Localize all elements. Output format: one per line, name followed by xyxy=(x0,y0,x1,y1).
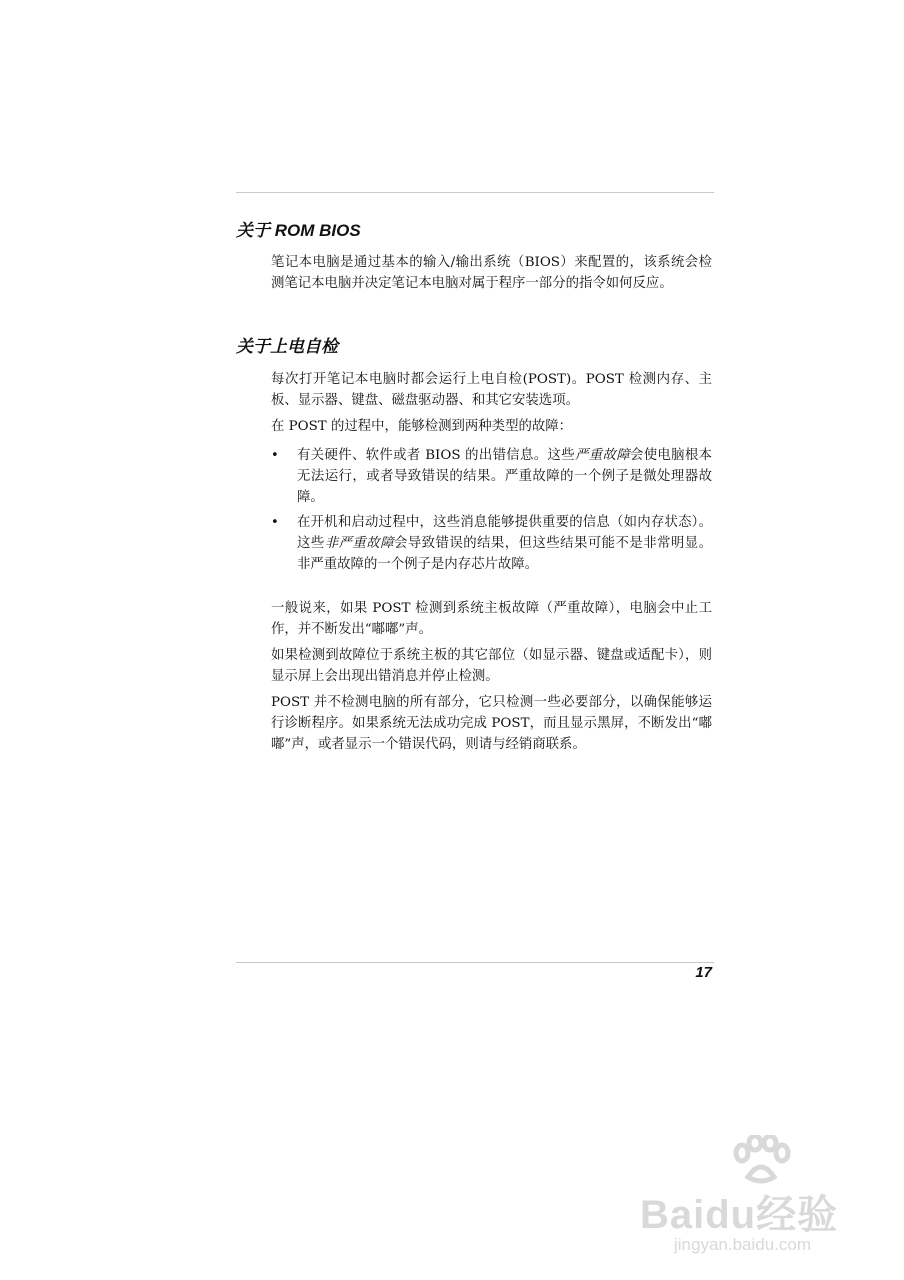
bullet-emphasis: 严重故障 xyxy=(575,448,630,463)
fault-list-item-2 xyxy=(271,512,712,575)
list-item xyxy=(271,445,712,508)
bullet-icon: • xyxy=(271,515,279,530)
top-divider xyxy=(236,192,714,193)
list-item xyxy=(271,512,712,575)
section-heading-post: 关于上电自检 xyxy=(236,337,338,356)
page-number: 17 xyxy=(695,964,712,981)
post-intro-paragraph: 每次打开笔记本电脑时都会运行上电自检(POST)。POST 检测内存、主板、显示器、键盘、磁盘驱动器、和其它安装选项。 xyxy=(271,372,712,408)
bullet-icon: • xyxy=(271,448,279,463)
bottom-divider xyxy=(236,962,714,963)
post-fault-types-paragraph: 在 POST 的过程中，能够检测到两种类型的故障： xyxy=(271,419,573,434)
post-serious-fault-paragraph: 一般说来，如果 POST 检测到系统主板故障（严重故障），电脑会中止工作，并不断发出“嘟嘟”声。 xyxy=(271,601,712,637)
section-heading-rom-bios: 关于 ROM BIOS xyxy=(236,221,361,240)
paw-icon xyxy=(730,1135,792,1185)
fault-list-item-1 xyxy=(271,445,712,508)
bullet-text: 会使电脑根本无法运行，或者导致错误的结果。严重故障的一个例子是微处理器故障。 xyxy=(297,448,713,505)
bullet-text: 会导致错误的结果，但这些结果可能不是非常明显。非严重故障的一个例子是内存芯片故障。 xyxy=(297,536,713,572)
watermark xyxy=(640,1135,860,1265)
bullet-text: 在开机和启动过程中，这些消息能够提供重要的信息（如内存状态）。这些 xyxy=(297,515,712,551)
watermark-logo: Baidu经验 xyxy=(640,1193,839,1237)
post-other-fault-paragraph: 如果检测到故障位于系统主板的其它部位（如显示器、键盘或适配卡），则显示屏上会出现出错消息并停止检测。 xyxy=(271,648,712,684)
bullet-text: 有关硬件、软件或者 BIOS 的出错信息。这些 xyxy=(297,448,575,463)
post-scope-paragraph: POST 并不检测电脑的所有部分，它只检测一些必要部分，以确保能够运行诊断程序。如果系统无法成功完成 POST，而且显示黑屏，不断发出“嘟嘟”声，或者显示一个错误代码，则请与经销商联系。 xyxy=(271,695,712,752)
watermark-url: jingyan.baidu.com xyxy=(674,1235,812,1254)
rom-bios-paragraph: 笔记本电脑是通过基本的输入/输出系统（BIOS）来配置的，该系统会检测笔记本电脑并决定笔记本电脑对属于程序一部分的指令如何反应。 xyxy=(271,255,712,291)
bullet-emphasis: 非严重故障 xyxy=(324,536,394,551)
